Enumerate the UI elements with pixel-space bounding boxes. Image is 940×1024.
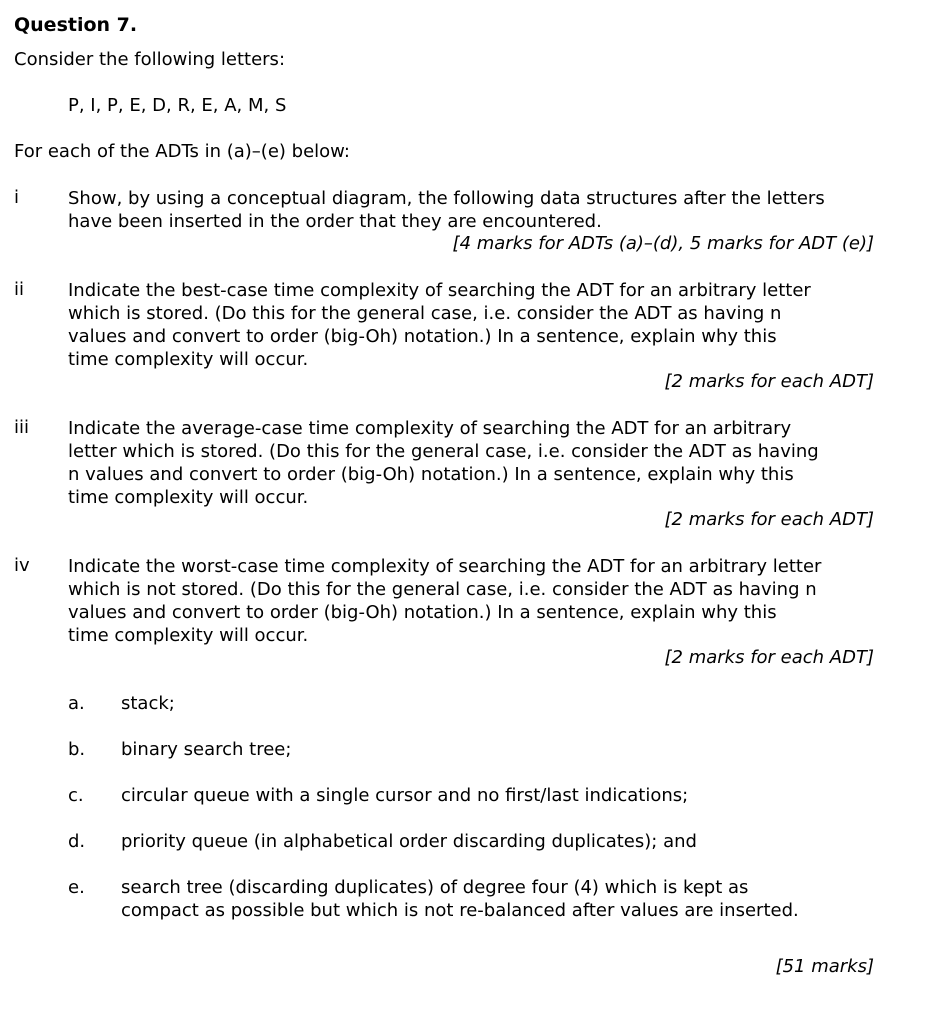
part-text — [68, 555, 821, 647]
adt-instruction: For each of the ADTs in (a)–(e) below: — [14, 141, 350, 162]
part-marks: [2 marks for each ADT] — [664, 647, 874, 668]
part-line: values and convert to order (big-Oh) notation.) In a sentence, explain why this — [68, 326, 777, 347]
part-marks: [2 marks for each ADT] — [664, 509, 874, 530]
total-marks: [51 marks] — [775, 956, 874, 977]
adt-letter: e. — [68, 877, 85, 898]
part-line: time complexity will occur. — [68, 487, 309, 508]
question-intro: Consider the following letters: — [14, 49, 286, 70]
part-line: time complexity will occur. — [68, 625, 309, 646]
adt-text — [121, 876, 799, 922]
part-numeral: ii — [14, 279, 25, 300]
adt-line: circular queue with a single cursor and no first/last indications; — [121, 785, 689, 806]
adt-line: binary search tree; — [121, 739, 292, 760]
adt-line: stack; — [121, 693, 175, 714]
part-text — [68, 417, 819, 509]
part-marks: [2 marks for each ADT] — [664, 371, 874, 392]
part-numeral: i — [14, 187, 20, 208]
part-line: which is not stored. (Do this for the general case, i.e. consider the ADT as having n — [68, 579, 817, 600]
part-line: Indicate the worst-case time complexity of searching the ADT for an arbitrary letter — [68, 556, 822, 577]
part-line: Indicate the best-case time complexity of searching the ADT for an arbitrary letter — [68, 280, 811, 301]
question-title: Question 7. — [14, 14, 138, 36]
adt-line: search tree (discarding duplicates) of degree four (4) which is kept as — [121, 877, 749, 898]
part-numeral: iii — [14, 417, 30, 438]
part-line: time complexity will occur. — [68, 349, 309, 370]
part-line: values and convert to order (big-Oh) notation.) In a sentence, explain why this — [68, 602, 777, 623]
adt-text — [121, 692, 175, 715]
part-line: Show, by using a conceptual diagram, the following data structures after the letters — [68, 188, 825, 209]
part-line: have been inserted in the order that they are encountered. — [68, 211, 602, 232]
part-marks: [4 marks for ADTs (a)–(d), 5 marks for ADT (e)] — [452, 233, 874, 254]
part-line: Indicate the average-case time complexity of searching the ADT for an arbitrary — [68, 418, 792, 439]
adt-line: compact as possible but which is not re-balanced after values are inserted. — [121, 900, 799, 921]
adt-letter: c. — [68, 785, 84, 806]
part-numeral: iv — [14, 555, 30, 576]
part-line: letter which is stored. (Do this for the general case, i.e. consider the ADT as having — [68, 441, 819, 462]
adt-letter: b. — [68, 739, 86, 760]
adt-line: priority queue (in alphabetical order discarding duplicates); and — [121, 831, 697, 852]
letter-sequence: P, I, P, E, D, R, E, A, M, S — [68, 95, 287, 116]
part-line: n values and convert to order (big-Oh) notation.) In a sentence, explain why this — [68, 464, 794, 485]
part-line: which is stored. (Do this for the general case, i.e. consider the ADT as having n — [68, 303, 782, 324]
part-text — [68, 279, 811, 371]
adt-letter: a. — [68, 693, 85, 714]
adt-text — [121, 784, 688, 807]
part-text — [68, 187, 825, 233]
adt-text — [121, 738, 291, 761]
adt-text — [121, 830, 697, 853]
adt-letter: d. — [68, 831, 86, 852]
